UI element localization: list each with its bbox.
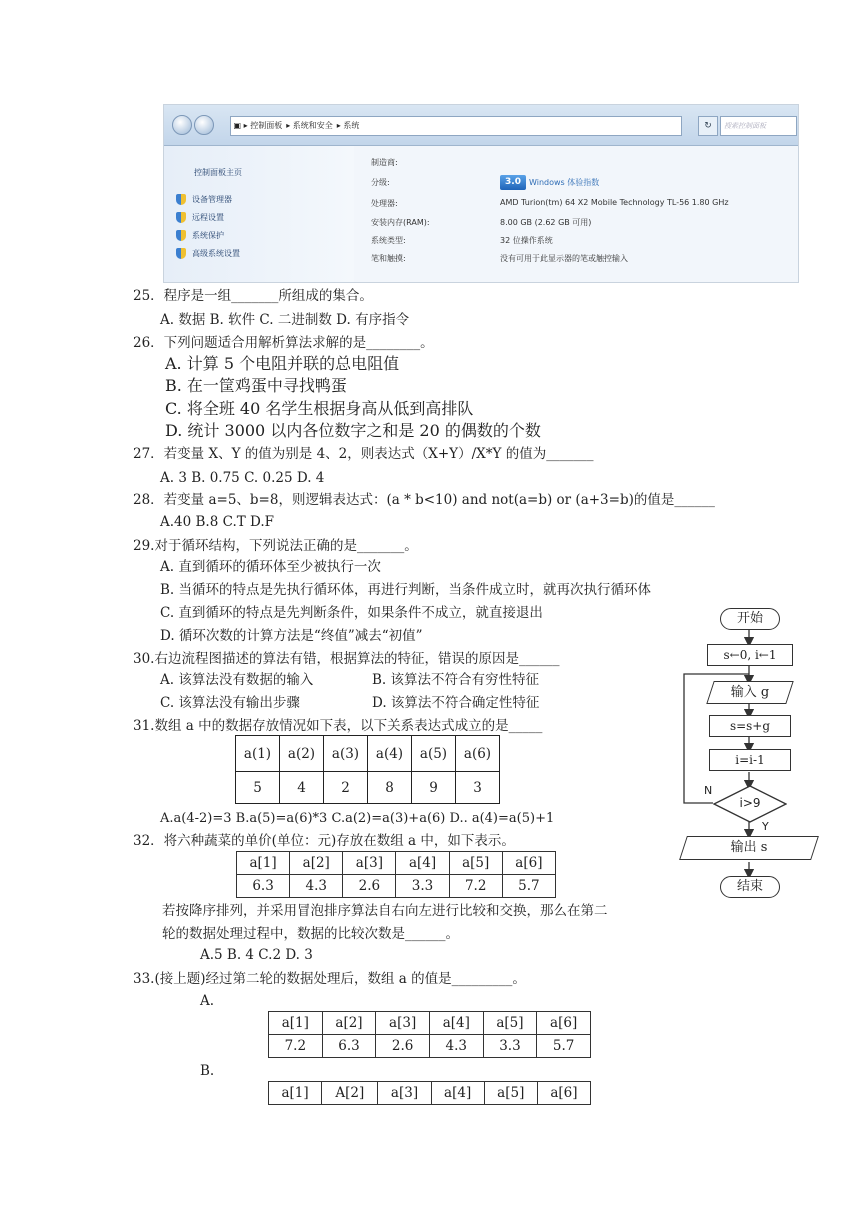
table-cell: 9 [412,772,456,804]
table-header-cell: a[5] [483,1012,537,1035]
q32-array-table [236,851,556,898]
q30-option-d: D. 该算法不符合确定性特征 [372,695,540,711]
q27-options: A. 3 B. 0.75 C. 0.25 D. 4 [160,470,325,486]
wei-label: Windows 体验指数 [529,178,600,187]
table-header-cell: a(3) [324,736,368,772]
table-header-cell: a[2] [322,1012,376,1035]
q26-option-c: C. 将全班 40 名学生根据身高从低到高排队 [165,399,474,418]
left-home-link: 控制面板主页 [194,168,242,177]
q29-option-b: B. 当循环的特点是先执行循环体，再进行判断，当条件成立时，就再次执行循环体 [160,582,652,598]
table-header-cell: a[6] [537,1012,591,1035]
table-cell: 2.6 [343,875,396,898]
q26-option-d: D. 统计 3000 以内各位数字之和是 20 的偶数的个数 [165,421,541,440]
breadcrumb-item: 系统 [343,121,360,130]
q28-options: A.40 B.8 C.T D.F [160,514,275,530]
table-header-cell: a[2] [290,852,343,875]
q26-option-b: B. 在一筐鸡蛋中寻找鸭蛋 [165,376,347,395]
table-header-cell: a[6] [537,1082,590,1105]
table-cell: 6.3 [322,1035,376,1058]
q30-option-a: A. 该算法没有数据的输入 [160,672,314,688]
sys-label: 处理器: [371,199,398,208]
table-cell: 4.3 [429,1035,483,1058]
q31-options: A.a(4-2)=3 B.a(5)=a(6)*3 C.a(2)=a(3)+a(6) D.. a(4)=a(5)+1 [160,811,555,826]
q26-option-a: A. 计算 5 个电阻并联的总电阻值 [165,354,400,373]
left-item-label: 系统保护 [192,231,224,240]
q29-option-c: C. 直到循环的特点是先判断条件，如果条件不成立，就直接退出 [160,605,543,621]
q33-option-a: A. [200,993,215,1009]
left-item [176,212,224,223]
shield-icon [176,248,186,259]
table-header-cell: a[5] [484,1082,537,1105]
q33-table-a [268,1011,591,1058]
flowchart-input-label: 输入 g [730,685,770,700]
q25-stem: 25．程序是一组_______所组成的集合。 [133,288,373,304]
flowchart-init: s←0, i←1 [707,644,793,666]
flowchart-decrement: i=i-1 [709,749,791,771]
table-header-cell: a[5] [449,852,502,875]
q30-option-b: B. 该算法不符合有穷性特征 [372,672,540,688]
table-header-cell: a(2) [280,736,324,772]
breadcrumb: ▣ ▸ 控制面板 ▸ 系统和安全 ▸ 系统 [230,116,682,136]
back-icon [172,115,192,135]
q32-text-line1: 若按降序排列，并采用冒泡排序算法自右向左进行比较和交换，那么在第二 [162,903,608,919]
table-header-cell: a(5) [412,736,456,772]
sys-label: 分级: [371,178,390,187]
forward-icon [194,115,214,135]
sys-value: 8.00 GB (2.62 GB 可用) [500,218,592,227]
q33-stem: 33.(接上题)经过第二轮的数据处理后，数组 a 的值是_________。 [133,971,526,987]
q32-options: A.5 B. 4 C.2 D. 3 [200,947,313,963]
sys-label: 安装内存(RAM): [371,218,430,227]
flowchart-output [679,836,819,860]
table-cell: 2.6 [376,1035,430,1058]
table-cell: 2 [324,772,368,804]
wei-rating [500,175,599,190]
table-header-cell: a[3] [378,1082,431,1105]
table-cell: 7.2 [449,875,502,898]
q28-stem: 28．若变量 a=5、b=8，则逻辑表达式：(a * b<10) and not(a=b) or (a+3=b)的值是______ [133,492,715,508]
flowchart-output-label: 输出 s [730,840,768,855]
left-pane [164,146,354,282]
table-cell: 5.7 [502,875,555,898]
search-box: 搜索控制面板 [720,116,797,136]
refresh-icon: ↻ [698,116,718,136]
table-header-cell: a(6) [456,736,500,772]
sys-value: 没有可用于此显示器的笔或触控输入 [500,254,628,263]
q31-stem: 31.数组 a 中的数据存放情况如下表，以下关系表达式成立的是_____ [133,718,543,734]
table-header-cell: a[6] [502,852,555,875]
q29-stem: 29.对于循环结构，下列说法正确的是_______。 [133,538,418,554]
address-bar [164,105,798,146]
q25-options: A. 数据 B. 软件 C. 二进制数 D. 有序指令 [160,312,410,328]
table-header-cell: a[4] [429,1012,483,1035]
table-cell: 3.3 [483,1035,537,1058]
left-item-label: 高级系统设置 [192,249,240,258]
table-header-cell: a[1] [269,1012,323,1035]
q31-array-table [235,735,500,804]
table-header-cell: A[2] [322,1082,378,1105]
table-header-cell: a[3] [343,852,396,875]
table-cell: 6.3 [237,875,290,898]
sys-label: 笔和触摸: [371,254,406,263]
table-header-cell: a(1) [236,736,280,772]
q26-stem: 26．下列问题适合用解析算法求解的是________。 [133,335,434,351]
table-cell: 4 [280,772,324,804]
system-properties-screenshot [163,104,799,283]
flowchart-no-label: N [704,784,713,797]
sys-value: 32 位操作系统 [500,236,553,245]
q29-option-d: D. 循环次数的计算方法是“终值”减去“初值” [160,628,423,644]
shield-icon [176,212,186,223]
breadcrumb-item: 控制面板 [250,121,283,130]
left-item-label: 远程设置 [192,213,224,222]
sys-label: 系统类型: [371,236,406,245]
q30-option-c: C. 该算法没有输出步骤 [160,695,300,711]
left-item [176,194,232,205]
shield-icon [176,230,186,241]
table-header-cell: a[1] [269,1082,322,1105]
table-cell: 5 [236,772,280,804]
left-item [176,230,224,241]
flowchart-condition: i>9 [739,796,761,810]
flowchart-sum: s=s+g [709,715,791,737]
table-cell: 3 [456,772,500,804]
table-header-cell: a[4] [431,1082,484,1105]
sys-label: 制造商: [371,158,398,167]
q27-stem: 27．若变量 X、Y 的值为别是 4、2，则表达式（X+Y）/X*Y 的值为_______ [133,446,594,462]
breadcrumb-item: 系统和安全 [292,121,333,130]
shield-icon [176,194,186,205]
q30-stem: 30.右边流程图描述的算法有错，根据算法的特征，错误的原因是______ [133,651,560,667]
table-cell: 7.2 [269,1035,323,1058]
table-cell: 5.7 [537,1035,591,1058]
wei-score-badge: 3.0 [500,175,526,190]
table-cell: 4.3 [290,875,343,898]
table-header-cell: a(4) [368,736,412,772]
q33-table-b [268,1081,591,1105]
flowchart-start: 开始 [720,608,780,630]
table-cell: 3.3 [396,875,449,898]
q32-text-line2: 轮的数据处理过程中，数据的比较次数是______。 [162,926,459,942]
q33-option-b: B. [200,1063,215,1079]
left-item-label: 设备管理器 [192,195,232,204]
table-cell: 8 [368,772,412,804]
flowchart-end: 结束 [720,876,780,898]
q32-stem: 32．将六种蔬菜的单价(单位：元)存放在数组 a 中，如下表示。 [133,833,515,849]
table-header-cell: a[3] [376,1012,430,1035]
table-header-cell: a[4] [396,852,449,875]
flowchart-input [706,681,793,704]
flowchart-yes-label: Y [762,820,769,833]
q29-option-a: A. 直到循环的循环体至少被执行一次 [160,559,381,575]
left-item [176,248,240,259]
sys-value: AMD Turion(tm) 64 X2 Mobile Technology TL-56 1.80 GHz [500,198,729,207]
table-header-cell: a[1] [237,852,290,875]
